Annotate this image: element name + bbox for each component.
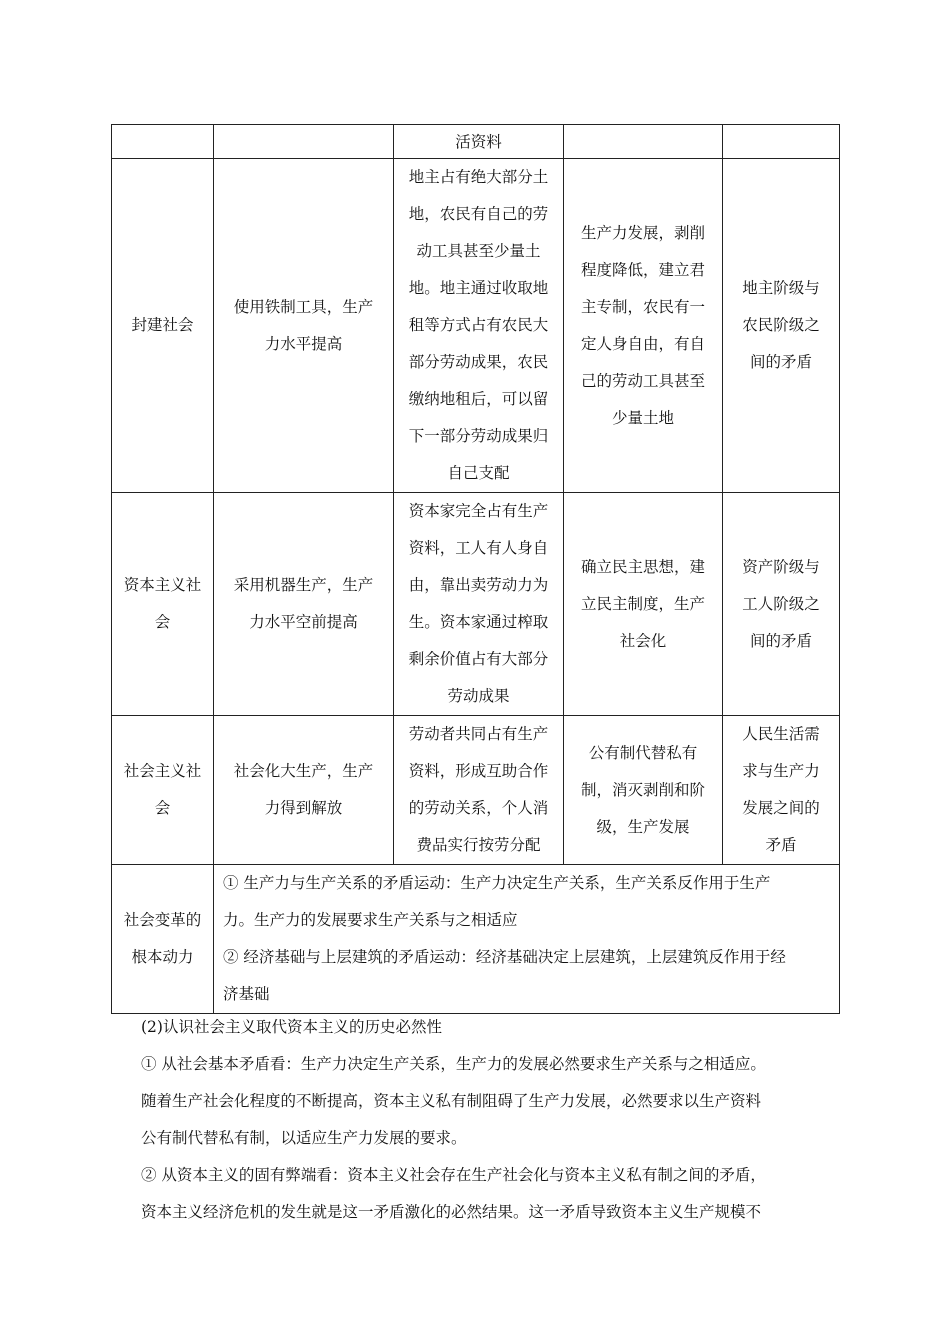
- cell-text-line: 会: [154, 613, 171, 631]
- cell-text-line: 资本主义社: [123, 576, 202, 594]
- table-cell: 活资料: [394, 125, 564, 159]
- cell-text-line: 确立民主思想，建: [580, 557, 705, 576]
- cell-text-line: 主专制，农民有一: [580, 297, 705, 316]
- table-row: [112, 716, 840, 865]
- cell-text-line: 求与生产力: [742, 762, 820, 780]
- cell-text-line: 缴纳地租后，可以留: [408, 390, 549, 408]
- table-row: [112, 865, 840, 1014]
- cell-text-line: 的劳动关系，个人消: [408, 799, 549, 817]
- table-cell: [564, 125, 723, 159]
- cell-text-line: 会: [154, 799, 171, 817]
- paragraph-line: ② 从资本主义的固有弊端看：资本主义社会存在生产社会化与资本主义私有制之间的矛盾，: [141, 1166, 766, 1184]
- cell-text-line: 程度降低，建立君: [580, 260, 705, 279]
- contradiction-cell: [723, 716, 840, 865]
- paragraph-line: 公有制代替私有制，以适应生产力发展的要求。: [141, 1129, 467, 1147]
- cell-text-line: 动工具甚至少量土: [416, 242, 541, 260]
- contradiction-cell: [723, 159, 840, 493]
- cell-text-line: 由，靠出卖劳动力为: [408, 576, 549, 594]
- cell-text-line: 自己支配: [447, 464, 510, 482]
- society-comparison-table: [111, 124, 840, 1014]
- cell-text-line: 制，消灭剥削和阶: [580, 780, 705, 799]
- cell-text-line: 农民阶级之: [742, 316, 820, 334]
- table-row: [112, 493, 840, 716]
- cell-text-line: 生产力发展，剥削: [580, 223, 705, 242]
- table-row: [112, 125, 840, 159]
- society-name-cell: [112, 716, 214, 865]
- cell-text-line: 地主阶级与: [742, 279, 820, 297]
- cell-text-line: 劳动者共同占有生产: [408, 725, 549, 743]
- cell-text-line: 资料，工人有人身自: [408, 539, 549, 557]
- cell-text-line: 少量土地: [611, 408, 674, 427]
- relations-cell: [394, 159, 564, 493]
- society-name-cell: [112, 493, 214, 716]
- cell-text-line: 剩余价值占有大部分: [408, 650, 549, 668]
- cell-text-line: 地主占有绝大部分土: [408, 168, 549, 186]
- relations-cell: [394, 493, 564, 716]
- cell-text-line: 立民主制度，生产: [580, 594, 705, 613]
- cell-text-line: 采用机器生产，生产: [233, 576, 374, 594]
- relations-cell: [394, 716, 564, 865]
- cell-text-line: 定人身自由，有自: [580, 334, 705, 353]
- progress-cell: [564, 159, 723, 493]
- cell-text-line: 社会主义社: [123, 762, 202, 780]
- cell-text-line: 资料，形成互助合作: [408, 762, 549, 780]
- cell-text-line: ① 生产力与生产关系的矛盾运动：生产力决定生产关系，生产关系反作用于生产: [223, 874, 771, 892]
- progress-cell: [564, 493, 723, 716]
- section-heading: (2)认识社会主义取代资本主义的历史必然性: [141, 1018, 442, 1036]
- cell-text-line: 己的劳动工具甚至: [580, 371, 705, 390]
- paragraph-line: 资本主义经济危机的发生就是这一矛盾激化的必然结果。这一矛盾导致资本主义生产规模不: [141, 1203, 762, 1221]
- cell-text-line: 资产阶级与: [742, 557, 820, 576]
- driving-force-content-cell: [214, 865, 840, 1014]
- paragraph-line: ① 从社会基本矛盾看：生产力决定生产关系，生产力的发展必然要求生产关系与之相适应。: [141, 1055, 766, 1073]
- cell-text-line: 地，农民有自己的劳: [408, 205, 549, 223]
- cell-text-line: 间的矛盾: [749, 353, 812, 371]
- cell-text-line: 济基础: [223, 985, 270, 1003]
- table-cell: [112, 125, 214, 159]
- table-cell: [723, 125, 840, 159]
- cell-text-line: 资本家完全占有生产: [408, 502, 549, 520]
- cell-text-line: 使用铁制工具，生产: [233, 297, 374, 316]
- cell-text-line: 级，生产发展: [596, 817, 690, 836]
- cell-text-line: 生。资本家通过榨取: [408, 613, 549, 631]
- driving-force-label-cell: [112, 865, 214, 1014]
- paragraph-line: 随着生产社会化程度的不断提高，资本主义私有制阻碍了生产力发展，必然要求以生产资料: [141, 1092, 762, 1110]
- cell-text-line: 劳动成果: [447, 687, 510, 705]
- cell-text-line: 间的矛盾: [749, 631, 812, 650]
- productivity-cell: [214, 493, 394, 716]
- cell-text-line: 根本动力: [131, 948, 194, 966]
- society-name-cell: 封建社会: [112, 159, 214, 493]
- contradiction-cell: [723, 493, 840, 716]
- cell-text-line: 费品实行按劳分配: [416, 836, 541, 854]
- productivity-cell: [214, 716, 394, 865]
- cell-text-line: 人民生活需: [742, 725, 820, 743]
- cell-text-line: 社会化: [619, 631, 667, 650]
- cell-text-line: 矛盾: [765, 836, 797, 854]
- productivity-cell: [214, 159, 394, 493]
- cell-text-line: 租等方式占有农民大: [408, 316, 549, 334]
- cell-text-line: 地。地主通过收取地: [408, 279, 549, 297]
- cell-text-line: ② 经济基础与上层建筑的矛盾运动：经济基础决定上层建筑，上层建筑反作用于经: [223, 948, 786, 966]
- progress-cell: [564, 716, 723, 865]
- cell-text-line: 下一部分劳动成果归: [408, 427, 549, 445]
- table-row: [112, 159, 840, 493]
- table-cell: [214, 125, 394, 159]
- cell-text-line: 发展之间的: [742, 799, 820, 817]
- body-text: [141, 1009, 841, 1231]
- cell-text-line: 力得到解放: [264, 799, 343, 817]
- cell-text-line: 工人阶级之: [742, 594, 820, 613]
- cell-text-line: 部分劳动成果，农民: [408, 353, 549, 371]
- cell-text-line: 社会化大生产，生产: [233, 762, 374, 780]
- cell-text-line: 力水平空前提高: [249, 613, 358, 631]
- cell-text-line: 力水平提高: [264, 334, 343, 353]
- cell-text-line: 力。生产力的发展要求生产关系与之相适应: [223, 911, 518, 929]
- cell-text-line: 公有制代替私有: [588, 743, 698, 762]
- cell-text-line: 社会变革的: [123, 911, 202, 929]
